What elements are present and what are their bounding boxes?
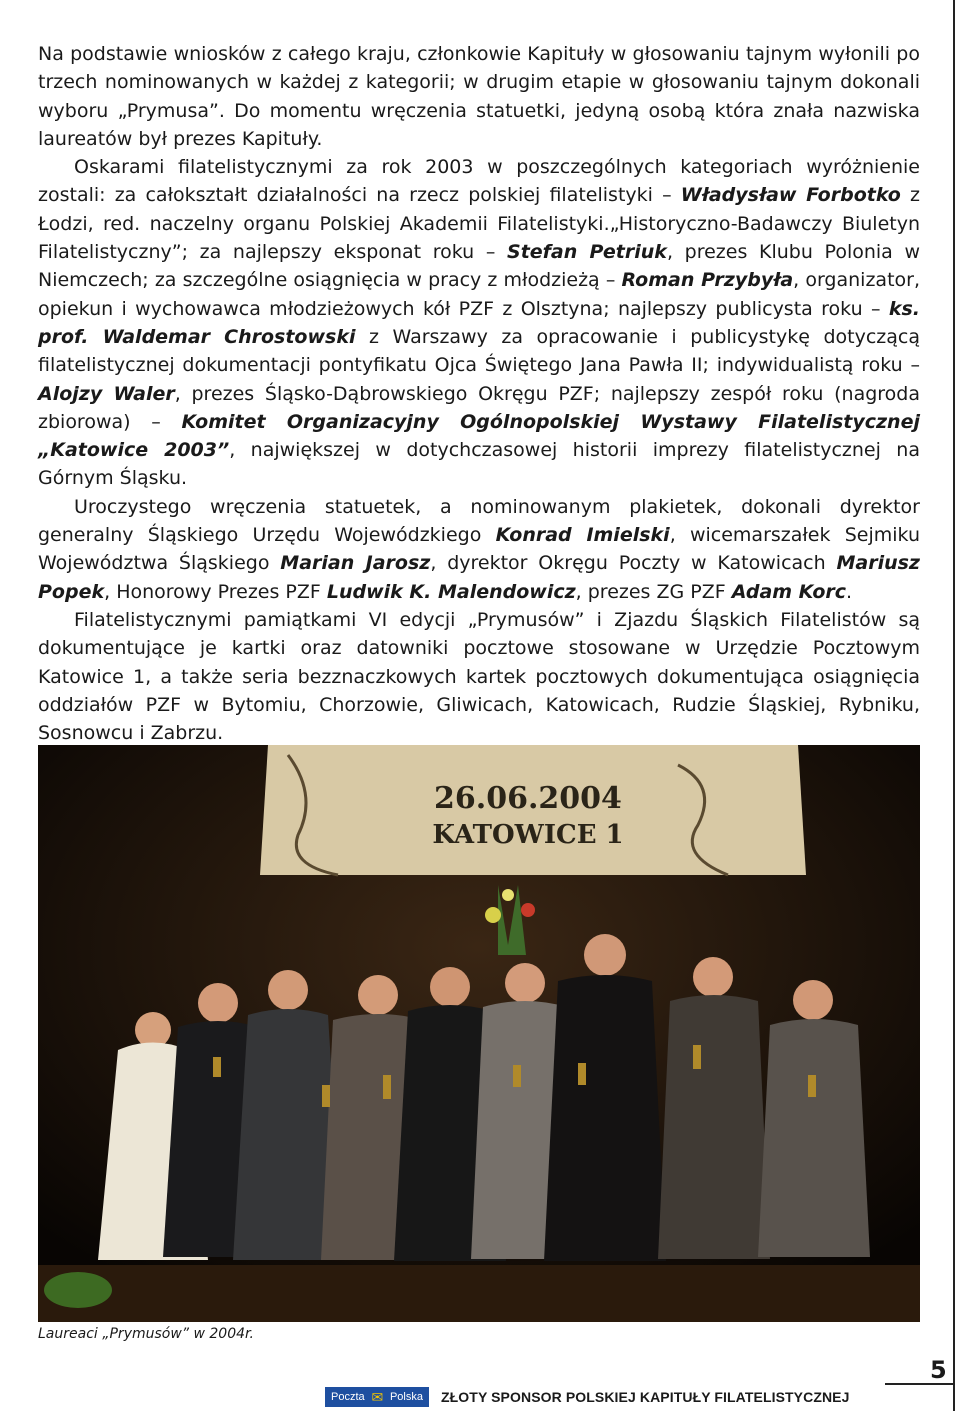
text-run: Oskarami filatelistycznymi za rok 2003 w poszczególnych kategoriach wyróżnienie zostali: za całokształt działalności na rzecz polskiej filatelistyki – bbox=[38, 156, 920, 207]
official-name: Adam Korc bbox=[731, 580, 847, 603]
footer bbox=[325, 1385, 850, 1409]
banner-place: KATOWICE 1 bbox=[432, 820, 624, 850]
laureate-name: ks. prof. Waldemar Chrostowski bbox=[38, 297, 920, 348]
article-body bbox=[38, 40, 920, 747]
laureate-name: Roman Przybyła bbox=[621, 269, 794, 292]
laureate-name: Alojzy Waler bbox=[38, 382, 175, 405]
photo-caption: Laureaci „Prymusów” w 2004r. bbox=[38, 1326, 254, 1342]
text-run: , Honorowy Prezes PZF bbox=[104, 580, 327, 603]
page-frame-line bbox=[953, 0, 955, 1411]
page-number: 5 bbox=[930, 1356, 947, 1384]
official-name: Mariusz Popek bbox=[38, 552, 920, 603]
paragraph-1: Na podstawie wniosków z całego kraju, członkowie Kapituły w głosowaniu tajnym wyłonili po trzech nominowanych w każdej z kategorii; w drugim etapie w głosowaniu tajnym dokonali wyboru „Prymusa”. Do momentu wręczenia statuetki, jedyną osobą która znała nazwiska laureatów był prezes Kapituły. bbox=[38, 43, 920, 150]
laureate-name: Władysław Forbotko bbox=[680, 184, 901, 207]
text-run: , organizator, opiekun i wychowawca młodzieżowych kół PZF z Olsztyna; najlepszy publicysta roku – bbox=[38, 269, 920, 320]
poczta-polska-logo bbox=[325, 1387, 429, 1407]
banner-date: 26.06.2004 bbox=[434, 781, 622, 816]
paragraph-4: Filatelistycznymi pamiątkami VI edycji „Prymusów” i Zjazdu Śląskich Filatelistów są dokumentujące je kartki oraz datowniki pocztowe stosowane w Urzędzie Pocztowym Katowice 1, a także seria bezznaczkowych kartek pocztowych dokumentująca osiągnięcia oddziałów PZF w Bytomiu, Chorzowie, Gliwicach, Katowicach, Rudzie Śląskiej, Rybniku, Sosnowcu i Zabrzu. bbox=[38, 608, 920, 745]
text-run: , prezes Śląsko-Dąbrowskiego Okręgu PZF; najlepszy zespół roku (nagroda zbiorowa) – bbox=[38, 382, 921, 433]
paragraph-3 bbox=[38, 493, 920, 606]
text-run: , prezes Klubu Polonia w Niemczech; za szczególne osiągnięcia w pracy z młodzieżą – bbox=[38, 241, 920, 292]
text-run: z Warszawy za opracowanie i publicystykę dotyczącą filatelistycznej dokumentacji pontyfikatu Ojca Świętego Jana Pawła II; indywidualistą roku – bbox=[38, 325, 920, 377]
laureate-name: Komitet Organizacyjny Ogólnopolskiej Wystawy Filatelistycznej „Katowice 2003” bbox=[38, 410, 920, 462]
text-run: , wicemarszałek Sejmiku Województwa Śląskiego bbox=[38, 524, 920, 575]
post-horn-icon: ✉ bbox=[371, 1389, 384, 1405]
logo-text: Polska bbox=[389, 1391, 423, 1403]
official-name: Marian Jarosz bbox=[280, 552, 431, 575]
text-run: z Łodzi, red. naczelny organu Polskiej Akademii Filatelistyki.„Historyczno-Badawczy Biuletyn Filatelistyczny”; za najlepszy eksponat roku – bbox=[38, 184, 920, 264]
laureates-photo bbox=[38, 745, 920, 1322]
photo-illustration bbox=[38, 745, 920, 1322]
laureate-name: Stefan Petriuk bbox=[507, 241, 667, 264]
text-run: . bbox=[846, 580, 853, 603]
text-run: Uroczystego wręczenia statuetek, a nominowanym plakietek, dokonali dyrektor generalny Śląskiego Urzędu Wojewódzkiego bbox=[38, 495, 920, 547]
official-name: Konrad Imielski bbox=[495, 524, 670, 547]
official-name: Ludwik K. Malendowicz bbox=[326, 580, 576, 603]
text-run: , prezes ZG PZF bbox=[575, 580, 732, 603]
paragraph-2 bbox=[38, 153, 920, 493]
text-run: , dyrektor Okręgu Poczty w Katowicach bbox=[430, 552, 837, 575]
plant bbox=[44, 1272, 112, 1308]
logo-text: Poczta bbox=[331, 1391, 365, 1403]
text-run: , największej w dotychczasowej historii imprezy filatelistycznej na Górnym Śląsku. bbox=[38, 439, 920, 490]
sponsor-text: ZŁOTY SPONSOR POLSKIEJ KAPITUŁY FILATELISTYCZNEJ bbox=[441, 1389, 850, 1405]
